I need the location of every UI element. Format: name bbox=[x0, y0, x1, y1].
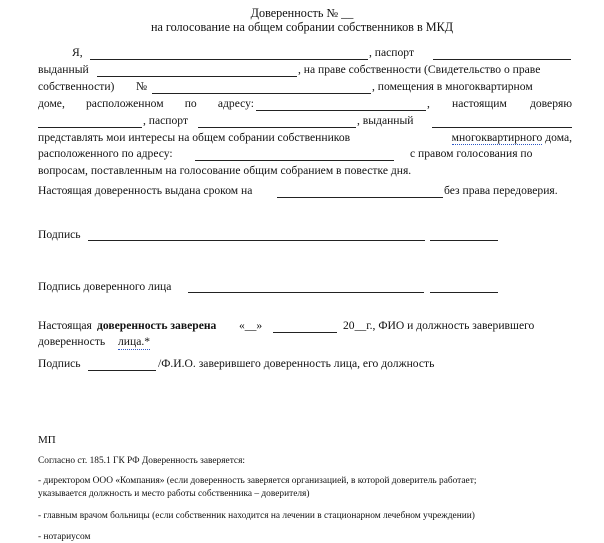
signature-blank[interactable] bbox=[88, 240, 425, 241]
p1-line4-c: по bbox=[184, 97, 197, 110]
sign2-label: Подпись bbox=[38, 357, 81, 370]
p1-line8: вопросам, поставленным на голосование общим собранием в повестке дня. bbox=[38, 164, 412, 177]
proxy-passport-blank[interactable] bbox=[198, 127, 356, 128]
proxy-signature-name-blank[interactable] bbox=[430, 292, 498, 293]
house-address-blank[interactable] bbox=[195, 160, 394, 161]
term-suffix: без права передоверия. bbox=[444, 184, 558, 197]
note-1b: указывается должность и место работы собственника – доверителя) bbox=[38, 489, 310, 499]
p1-line7-a: расположенного по адресу: bbox=[38, 147, 173, 160]
p1-line4-e: , bbox=[427, 97, 430, 110]
p1-line4-b: расположенном bbox=[86, 97, 164, 110]
cert-month-blank[interactable] bbox=[273, 332, 337, 333]
owner-issued-by-blank[interactable] bbox=[97, 76, 297, 77]
p1-line5-issued: , выданный bbox=[357, 114, 414, 127]
owner-name-blank[interactable] bbox=[90, 59, 368, 60]
p1-line3-number-sign: № bbox=[136, 80, 148, 93]
premises-address-blank[interactable] bbox=[256, 110, 426, 111]
term-blank[interactable] bbox=[277, 197, 443, 198]
document-title: Доверенность № __ bbox=[250, 6, 354, 20]
p1-line2-ownership: , на праве собственности (Свидетельство о праве bbox=[298, 63, 541, 76]
cert-d: 20__г., ФИО и должность заверившего bbox=[343, 319, 535, 332]
proxy-issued-by-blank[interactable] bbox=[432, 127, 572, 128]
p1-line3-a: собственности) bbox=[38, 80, 115, 93]
certificate-number-blank[interactable] bbox=[152, 93, 371, 94]
signature-label: Подпись bbox=[38, 228, 81, 241]
proxy-name-blank[interactable] bbox=[38, 127, 142, 128]
p1-line6-tail bbox=[452, 131, 572, 145]
cert-a: Настоящая bbox=[38, 319, 92, 332]
p1-line2-issued: выданный bbox=[38, 63, 89, 76]
owner-passport-blank[interactable] bbox=[433, 59, 571, 60]
p1-line6 bbox=[38, 131, 572, 145]
cert-f: лица.* bbox=[118, 335, 151, 348]
sign2-blank[interactable] bbox=[88, 370, 156, 371]
cert-b: доверенность заверена bbox=[97, 319, 217, 332]
p1-line4-f: настоящим bbox=[452, 97, 507, 110]
proxy-signature-blank[interactable] bbox=[188, 292, 424, 293]
stamp-place: МП bbox=[38, 434, 56, 446]
sign2-text: /Ф.И.О. заверившего доверенность лица, его должность bbox=[158, 357, 435, 370]
cert-e: доверенность bbox=[38, 335, 106, 348]
p1-line6-b: многоквартирного bbox=[451, 131, 543, 144]
p1-line4-a: доме, bbox=[38, 97, 65, 110]
p1-line4-left bbox=[38, 97, 254, 111]
p1-line7-b: с правом голосования по bbox=[410, 147, 533, 160]
cert-date-day: «__» bbox=[239, 319, 263, 332]
note-1a: - директором ООО «Компания» (если доверенность заверяется организацией, в которой доверитель работает; bbox=[38, 476, 477, 486]
note-3: - нотариусом bbox=[38, 532, 91, 542]
p1-line5-passport: , паспорт bbox=[143, 114, 189, 127]
note-2: - главным врачом больницы (если собственник находится на лечении в стационарном лечебном учреждении) bbox=[38, 511, 475, 521]
signature-name-blank[interactable] bbox=[430, 240, 498, 241]
p1-line4-g: доверяю bbox=[529, 97, 572, 110]
p1-line1-passport: , паспорт bbox=[369, 46, 415, 59]
document-subtitle: на голосование на общем собрании собственников в МКД bbox=[150, 20, 454, 34]
note-intro: Согласно ст. 185.1 ГК РФ Доверенность заверяется: bbox=[38, 456, 245, 466]
term-label: Настоящая доверенность выдана сроком на bbox=[38, 184, 253, 197]
p1-line1-prefix: Я, bbox=[72, 46, 83, 59]
p1-line4-right bbox=[452, 97, 572, 111]
p1-line7-right bbox=[410, 147, 572, 161]
p1-line4-d: адресу: bbox=[217, 97, 254, 110]
p1-line3-c: , помещения в многоквартирном bbox=[372, 80, 533, 93]
proxy-signature-label: Подпись доверенного лица bbox=[38, 280, 172, 293]
p1-line6-c: дома, bbox=[545, 131, 572, 144]
p1-line6-a: представлять мои интересы на общем собрании собственников bbox=[38, 131, 351, 144]
